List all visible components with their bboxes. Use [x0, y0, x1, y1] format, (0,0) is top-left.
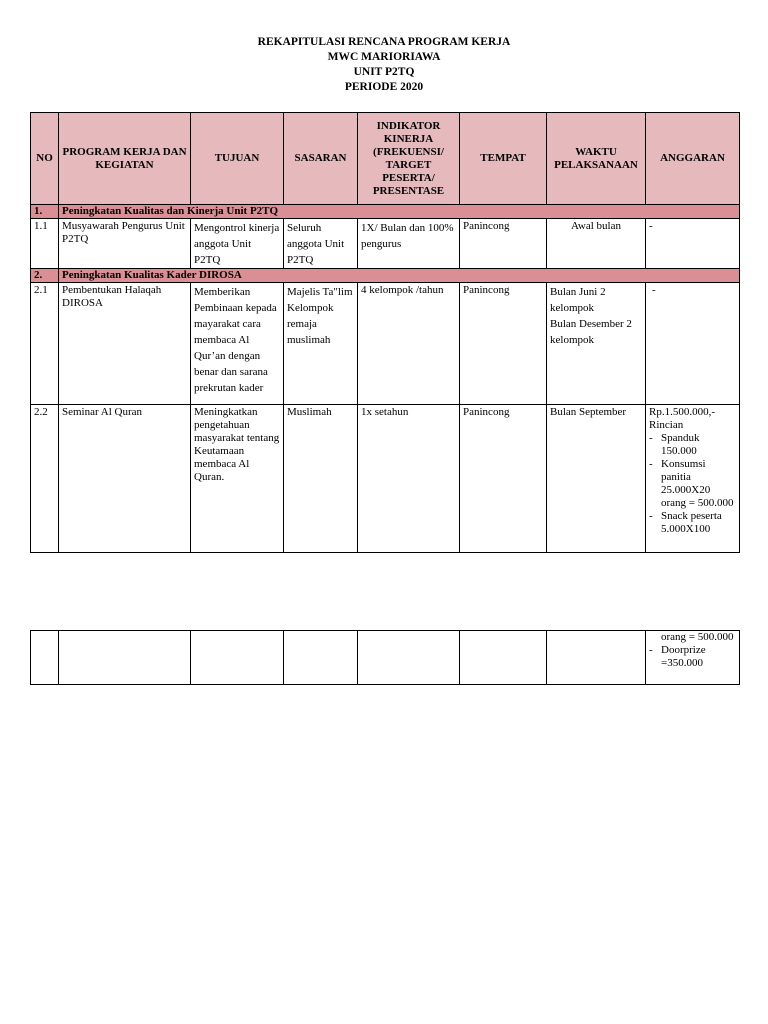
cell-no: 1.1 — [31, 219, 59, 269]
cell-tujuan: Mengontrol kinerja anggota Unit P2TQ — [191, 219, 284, 269]
title-line-3: UNIT P2TQ — [353, 66, 415, 78]
table-row — [31, 631, 740, 685]
section-no: 2. — [31, 269, 59, 283]
cell-anggaran — [646, 631, 740, 685]
section-title: Peningkatan Kualitas Kader DIROSA — [59, 269, 740, 283]
cell-indikator: 1X/ Bulan dan 100% pengurus — [358, 219, 460, 269]
cell-indikator: 4 kelompok /tahun — [358, 283, 460, 405]
budget-item: - Spanduk 150.000 — [659, 432, 736, 458]
budget-list — [649, 432, 736, 536]
cell-waktu: Bulan September — [547, 405, 646, 553]
cell-anggaran: - — [646, 219, 740, 269]
cell-no: 2.2 — [31, 405, 59, 553]
cell-tujuan — [191, 631, 284, 685]
cell-tempat — [460, 631, 547, 685]
col-header-indikator: INDIKATOR KINERJA (FREKUENSI/ TARGET PESERTA/ PRESENTASE — [358, 113, 460, 205]
cell-program: Pembentukan Halaqah DIROSA — [59, 283, 191, 405]
budget-list — [649, 644, 736, 670]
cell-anggaran: - — [646, 283, 740, 405]
program-table-continuation — [30, 630, 740, 685]
cell-program: Musyawarah Pengurus Unit P2TQ — [59, 219, 191, 269]
table-row — [31, 283, 740, 405]
budget-item: - Doorprize =350.000 — [659, 644, 736, 670]
cell-tempat: Panincong — [460, 405, 547, 553]
table-row — [31, 219, 740, 269]
title-line-1: REKAPITULASI RENCANA PROGRAM KERJA — [257, 36, 511, 48]
section-no: 1. — [31, 205, 59, 219]
cell-anggaran — [646, 405, 740, 553]
cell-tempat: Panincong — [460, 283, 547, 405]
cell-waktu — [547, 631, 646, 685]
cell-indikator: 1x setahun — [358, 405, 460, 553]
section-title: Peningkatan Kualitas dan Kinerja Unit P2TQ — [59, 205, 740, 219]
col-header-waktu: WAKTU PELAKSANAAN — [547, 113, 646, 205]
title-line-4: PERIODE 2020 — [344, 81, 424, 93]
program-table — [30, 112, 740, 553]
cell-tujuan: Meningkatkan pengetahuan masyarakat tentang Keutamaan membaca Al Quran. — [191, 405, 284, 553]
anggaran-total: Rp.1.500.000,- — [649, 406, 715, 418]
cell-program: Seminar Al Quran — [59, 405, 191, 553]
cell-sasaran: Majelis Ta"lim Kelompok remaja muslimah — [284, 283, 358, 405]
cell-waktu: Awal bulan — [547, 219, 646, 269]
col-header-tempat: TEMPAT — [460, 113, 547, 205]
cell-no: 2.1 — [31, 283, 59, 405]
budget-item: - Snack peserta 5.000X100 — [659, 510, 736, 536]
col-header-sasaran: SASARAN — [284, 113, 358, 205]
title-line-2: MWC MARIORIAWA — [327, 51, 441, 63]
col-header-no: NO — [31, 113, 59, 205]
document-title — [0, 35, 768, 95]
cell-indikator — [358, 631, 460, 685]
budget-item: - Konsumsi panitia 25.000X20 orang = 500.000 — [659, 458, 736, 510]
cell-sasaran: Seluruh anggota Unit P2TQ — [284, 219, 358, 269]
table-header-row — [31, 113, 740, 205]
cell-tujuan: Memberikan Pembinaan kepada mayarakat cara membaca Al Qur’an dengan benar dan sarana prekrutan kader — [191, 283, 284, 405]
section-row-1 — [31, 205, 740, 219]
cell-sasaran — [284, 631, 358, 685]
col-header-anggaran: ANGGARAN — [646, 113, 740, 205]
col-header-tujuan: TUJUAN — [191, 113, 284, 205]
cell-waktu — [547, 283, 646, 405]
cell-tempat: Panincong — [460, 219, 547, 269]
col-header-program: PROGRAM KERJA DAN KEGIATAN — [59, 113, 191, 205]
anggaran-rincian-label: Rincian — [649, 419, 684, 431]
waktu-line-1: Bulan Juni 2 kelompok — [550, 286, 606, 314]
section-row-2 — [31, 269, 740, 283]
cell-program — [59, 631, 191, 685]
cell-no — [31, 631, 59, 685]
cell-sasaran: Muslimah — [284, 405, 358, 553]
waktu-line-2: Bulan Desember 2 kelompok — [550, 318, 632, 346]
anggaran-continued: orang = 500.000 — [661, 631, 734, 643]
table-row — [31, 405, 740, 553]
